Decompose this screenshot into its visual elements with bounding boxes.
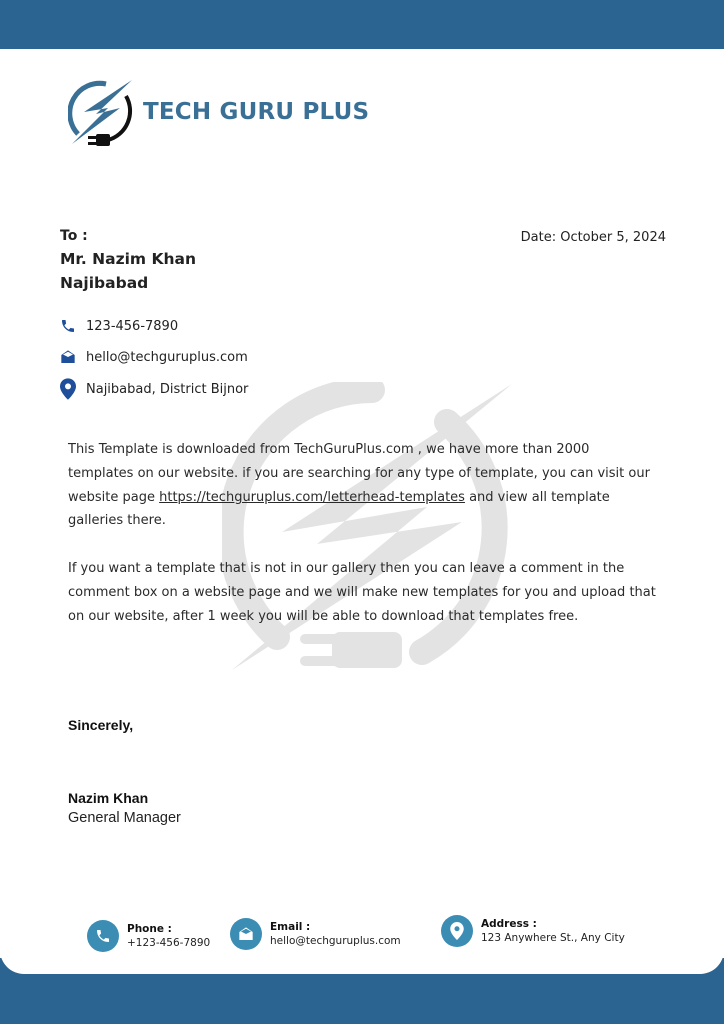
signer-title: General Manager	[68, 810, 181, 826]
contact-phone	[59, 317, 178, 335]
footer-email-label: Email :	[270, 921, 311, 933]
location-pin-icon	[441, 915, 473, 947]
footer-address	[441, 915, 625, 947]
contact-phone-text: 123-456-7890	[86, 318, 179, 334]
location-pin-icon	[59, 378, 77, 400]
footer-email-value: hello@techguruplus.com	[270, 935, 401, 947]
company-logo	[68, 78, 370, 150]
phone-icon	[87, 920, 119, 952]
contact-address	[59, 378, 248, 400]
recipient-name: Mr. Nazim Khan	[60, 250, 196, 268]
closing-sincerely: Sincerely,	[68, 717, 134, 733]
signer-name: Nazim Khan	[68, 790, 149, 806]
letterhead-templates-link[interactable]: https://techguruplus.com/letterhead-templates	[159, 489, 465, 505]
footer-phone-label: Phone :	[127, 923, 172, 935]
recipient-city: Najibabad	[60, 274, 149, 292]
company-name: TECH GURU PLUS	[143, 99, 370, 125]
envelope-icon	[59, 348, 77, 366]
envelope-icon	[230, 918, 262, 950]
footer-email	[230, 918, 401, 950]
lightning-plug-icon	[68, 78, 140, 150]
contact-address-text: Najibabad, District Bijnor	[86, 381, 249, 397]
contact-email	[59, 348, 248, 366]
body-paragraph-1: This Template is downloaded from TechGuruPlus.com , we have more than 2000 templates on our website. if you are searching for any type of template, you can visit our website page https://techguruplus.com/letterhead-templates and view all template galleries there.	[68, 442, 650, 529]
footer-address-label: Address :	[481, 918, 537, 930]
phone-icon	[59, 317, 77, 335]
contact-email-text: hello@techguruplus.com	[86, 349, 248, 365]
to-label: To :	[60, 228, 88, 244]
footer-address-value: 123 Anywhere St., Any City	[481, 932, 625, 944]
header-band	[0, 0, 724, 49]
footer-phone	[87, 920, 210, 952]
body-paragraph-2: If you want a template that is not in our gallery then you can leave a comment in the comment box on a website page and we will make new templates for you and upload that on our website, after 1 week you will be able to download that templates free.	[68, 561, 656, 624]
letter-date: Date: October 5, 2024	[520, 230, 666, 245]
footer-phone-value: +123-456-7890	[127, 937, 211, 949]
